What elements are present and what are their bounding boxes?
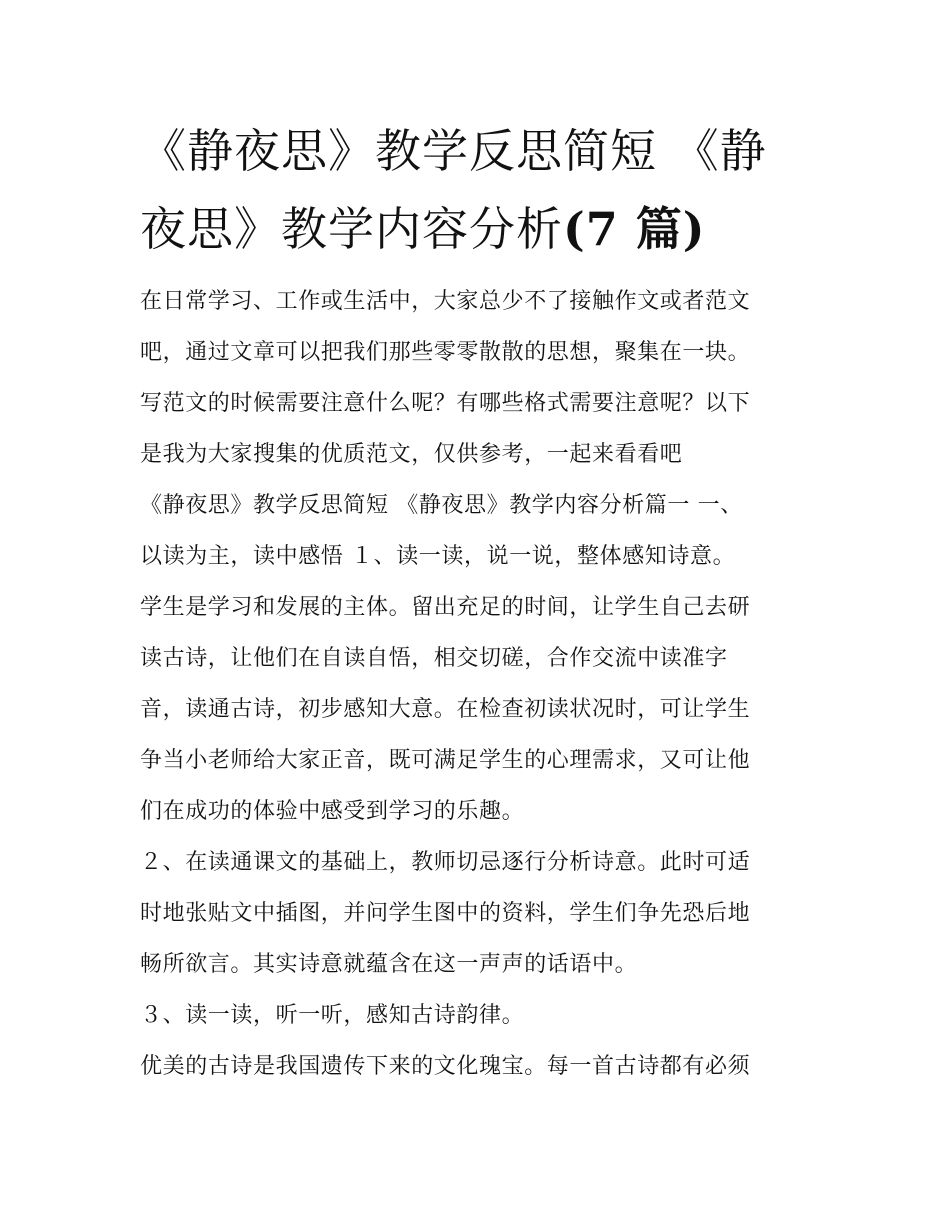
body-line: 畅所欲言。其实诗意就蕴含在这一声声的话语中。 xyxy=(140,952,638,977)
title-line-1: 《静夜思》教学反思简短 《静 xyxy=(140,124,767,178)
body-line: 学生是学习和发展的主体。留出充足的时间，让学生自己去研 xyxy=(140,595,751,620)
body-line: 写范文的时候需要注意什么呢？有哪些格式需要注意呢？以下 xyxy=(140,391,751,416)
document-title xyxy=(140,112,820,268)
body-line: 吧，通过文章可以把我们那些零零散散的思想，聚集在一块。 xyxy=(140,340,751,365)
body-line: 在日常学习、工作或生活中，大家总少不了接触作文或者范文 xyxy=(140,289,751,314)
body-line: 《静夜思》教学反思简短 《静夜思》教学内容分析篇一 一、 xyxy=(140,493,743,518)
title-line-2 xyxy=(140,190,820,268)
body-line: 读古诗，让他们在自读自悟，相交切磋，合作交流中读准字 xyxy=(140,646,728,671)
body-line: 时地张贴文中插图，并问学生图中的资料，学生们争先恐后地 xyxy=(140,901,751,926)
body-line: 以读为主，读中感悟 １、读一读，说一说，整体感知诗意。 xyxy=(140,544,736,569)
body-line: 们在成功的体验中感受到学习的乐趣。 xyxy=(140,799,525,824)
body-line: 是我为大家搜集的优质范文，仅供参考，一起来看看吧 xyxy=(140,442,683,467)
body-line: ３、读一读，听一听，感知古诗韵律。 xyxy=(140,1003,525,1028)
body-line: 争当小老师给大家正音，既可满足学生的心理需求，又可让他 xyxy=(140,748,751,773)
body-line: 音，读通古诗，初步感知大意。在检查初读状况时，可让学生 xyxy=(140,697,751,722)
title-article-count: (7 篇) xyxy=(563,202,706,256)
body-line: 优美的古诗是我国遗传下来的文化瑰宝。每一首古诗都有必须 xyxy=(140,1054,751,1079)
title-line-2-text: 夜思》教学内容分析 xyxy=(140,202,563,256)
body-line: ２、在读通课文的基础上，教师切忌逐行分析诗意。此时可适 xyxy=(140,850,751,875)
document-body xyxy=(140,276,820,1092)
